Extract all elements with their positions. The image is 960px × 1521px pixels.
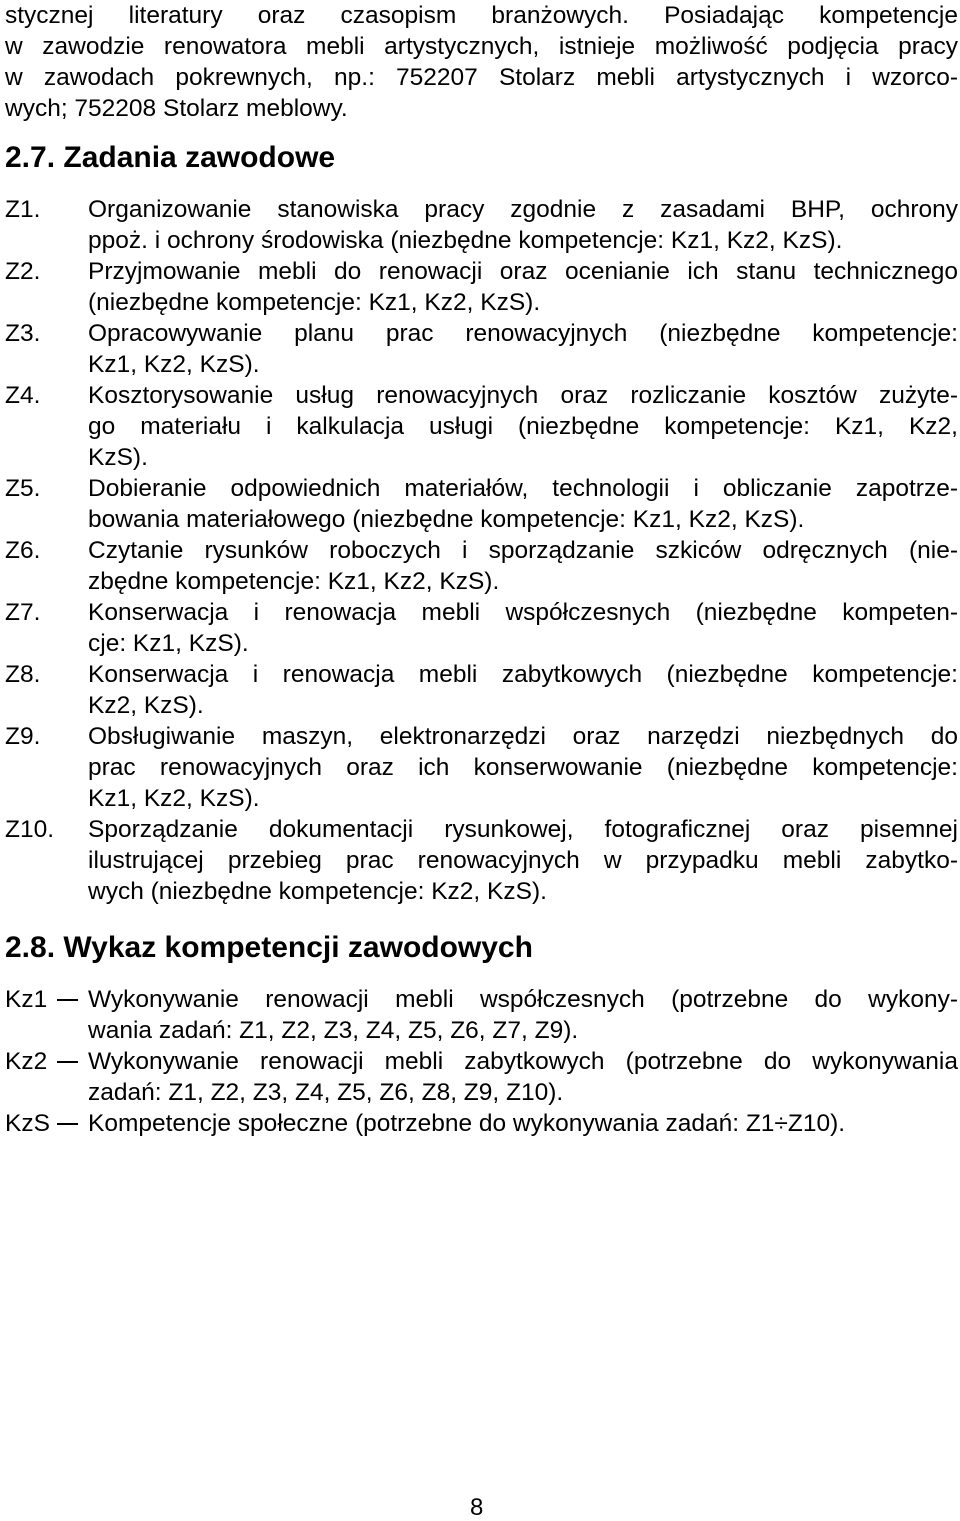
task-text-line: wych (niezbędne kompetencje: Kz2, KzS). <box>88 878 547 905</box>
dash-separator <box>57 1123 78 1125</box>
competence-item <box>5 1046 958 1108</box>
competence-code: KzS <box>5 1110 50 1137</box>
competence-code: Kz2 <box>5 1048 48 1075</box>
section-heading-competences: 2.8. Wykaz kompetencji zawodowych <box>5 931 533 964</box>
task-text-line: Konserwacja i renowacja mebli współczesnych (niezbędne kompeten- <box>88 599 958 626</box>
competence-item <box>5 984 958 1046</box>
task-text-line: Kz1, Kz2, KzS). <box>88 351 260 378</box>
task-text-line: Organizowanie stanowiska pracy zgodnie z zasadami BHP, ochrony <box>88 196 958 223</box>
competence-list <box>5 984 958 1139</box>
competence-item <box>5 1108 958 1139</box>
intro-line: w zawodzie renowatora mebli artystycznych, istnieje możliwość podjęcia pracy <box>5 33 958 60</box>
task-text-line: prac renowacyjnych oraz ich konserwowanie (niezbędne kompetencje: <box>88 754 958 781</box>
task-text-line: bowania materiałowego (niezbędne kompetencje: Kz1, Kz2, KzS). <box>88 506 805 533</box>
task-number: Z2. <box>5 258 41 285</box>
intro-line: stycznej literatury oraz czasopism branżowych. Posiadając kompetencje <box>5 2 958 29</box>
task-item <box>5 814 958 907</box>
task-number: Z4. <box>5 382 41 409</box>
task-number: Z7. <box>5 599 41 626</box>
competence-text-line: Wykonywanie renowacji mebli zabytkowych (potrzebne do wykonywania <box>88 1048 958 1075</box>
task-number: Z1. <box>5 196 41 223</box>
task-text-line: Przyjmowanie mebli do renowacji oraz ocenianie ich stanu technicznego <box>88 258 958 285</box>
task-number: Z10. <box>5 816 55 843</box>
task-text-line: Czytanie rysunków roboczych i sporządzanie szkiców odręcznych (nie- <box>88 537 958 564</box>
task-number: Z6. <box>5 537 41 564</box>
task-text-line: go materiału i kalkulacja usługi (niezbędne kompetencje: Kz1, Kz2, <box>88 413 958 440</box>
task-number: Z8. <box>5 661 41 688</box>
task-item <box>5 473 958 535</box>
task-text-line: Sporządzanie dokumentacji rysunkowej, fotograficznej oraz pisemnej <box>88 816 958 843</box>
task-text-line: (niezbędne kompetencje: Kz1, Kz2, KzS). <box>88 289 541 316</box>
page-number: 8 <box>470 1494 484 1521</box>
task-text-line: Konserwacja i renowacja mebli zabytkowych (niezbędne kompetencje: <box>88 661 958 688</box>
task-item <box>5 318 958 380</box>
task-item <box>5 721 958 814</box>
task-item <box>5 597 958 659</box>
dash-separator <box>57 1061 78 1063</box>
section-heading-tasks: 2.7. Zadania zawodowe <box>5 141 336 174</box>
task-text-line: cje: Kz1, KzS). <box>88 630 249 657</box>
intro-line: w zawodach pokrewnych, np.: 752207 Stolarz mebli artystycznych i wzorco- <box>5 64 958 91</box>
task-text-line: ilustrującej przebieg prac renowacyjnych w przypadku mebli zabytko- <box>88 847 958 874</box>
intro-paragraph <box>5 0 958 124</box>
task-number: Z3. <box>5 320 41 347</box>
task-text-line: Kz2, KzS). <box>88 692 204 719</box>
task-text-line: KzS). <box>88 444 148 471</box>
competence-text-line: Wykonywanie renowacji mebli współczesnych (potrzebne do wykony- <box>88 986 958 1013</box>
task-list <box>5 194 958 907</box>
task-text-line: ppoż. i ochrony środowiska (niezbędne kompetencje: Kz1, Kz2, KzS). <box>88 227 843 254</box>
competence-text-line: wania zadań: Z1, Z2, Z3, Z4, Z5, Z6, Z7, Z9). <box>88 1017 579 1044</box>
task-item <box>5 256 958 318</box>
task-number: Z5. <box>5 475 41 502</box>
task-item <box>5 194 958 256</box>
task-text-line: Kz1, Kz2, KzS). <box>88 785 260 812</box>
task-number: Z9. <box>5 723 41 750</box>
task-item <box>5 380 958 473</box>
task-text-line: Kosztorysowanie usług renowacyjnych oraz rozliczanie kosztów zużyte- <box>88 382 958 409</box>
competence-text-line: zadań: Z1, Z2, Z3, Z4, Z5, Z6, Z8, Z9, Z10). <box>88 1079 564 1106</box>
task-text-line: Obsługiwanie maszyn, elektronarzędzi oraz narzędzi niezbędnych do <box>88 723 958 750</box>
task-text-line: Opracowywanie planu prac renowacyjnych (niezbędne kompetencje: <box>88 320 958 347</box>
task-item <box>5 659 958 721</box>
task-text-line: Dobieranie odpowiednich materiałów, technologii i obliczanie zapotrze- <box>88 475 958 502</box>
competence-text-line: Kompetencje społeczne (potrzebne do wykonywania zadań: Z1÷Z10). <box>88 1110 846 1137</box>
intro-line: wych; 752208 Stolarz meblowy. <box>5 95 348 122</box>
dash-separator <box>57 999 78 1001</box>
task-item <box>5 535 958 597</box>
task-text-line: zbędne kompetencje: Kz1, Kz2, KzS). <box>88 568 500 595</box>
competence-code: Kz1 <box>5 986 48 1013</box>
